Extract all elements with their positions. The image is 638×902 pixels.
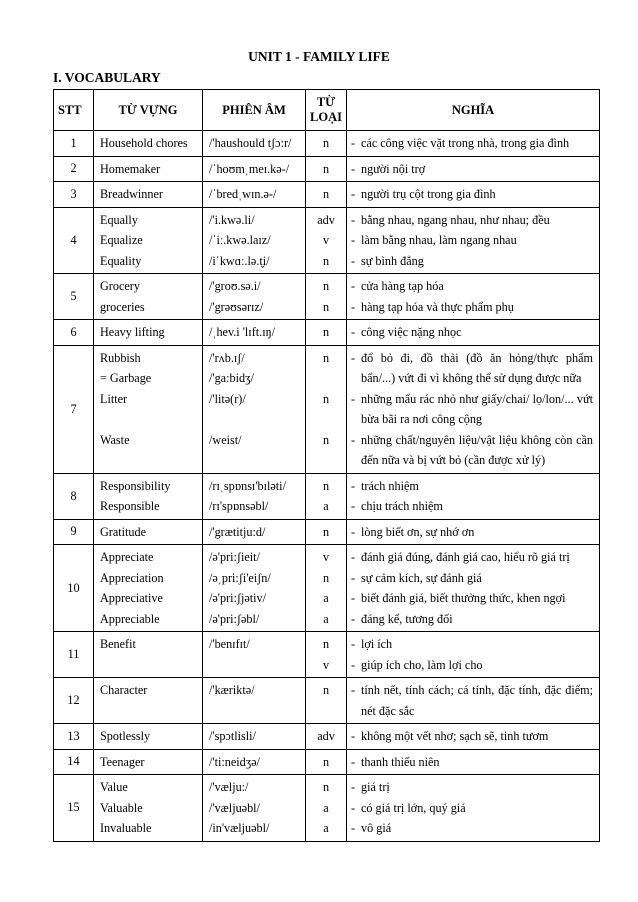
meaning: - đánh giá đúng, đánh giá cao, hiểu rõ giá trị	[347, 547, 599, 568]
pronunciation: /'benɪfɪt/	[209, 637, 250, 651]
vocab-word: Appreciation	[100, 570, 164, 585]
row-number: 1	[54, 131, 94, 157]
pronunciation: /'spɔtlisli/	[209, 729, 256, 743]
word-type: n	[322, 391, 330, 406]
vocab-word: Teenager	[100, 754, 145, 769]
word-type: v	[322, 233, 330, 247]
meaning: - bằng nhau, ngang nhau, như nhau; đều	[347, 210, 599, 231]
header-pos-line2: LOẠI	[310, 110, 342, 124]
vocab-word: Waste	[100, 432, 130, 447]
pronunciation: /ˈiː.kwə.laɪz/	[209, 233, 271, 247]
table-row	[54, 320, 600, 346]
table-row	[54, 207, 600, 274]
meaning: - giá trị	[347, 777, 599, 798]
vocab-word: Rubbish	[100, 350, 141, 365]
table-row	[54, 775, 600, 842]
row-number: 5	[54, 274, 94, 320]
header-word: TỪ VỰNG	[94, 90, 203, 131]
table-row	[54, 473, 600, 519]
word-type: n	[322, 570, 330, 585]
vocab-word: Grocery	[100, 279, 140, 293]
vocab-word: Value	[100, 780, 128, 794]
word-type: n	[322, 637, 330, 651]
word-type: a	[323, 821, 329, 835]
pronunciation: /ə'pri:ʃjətiv/	[209, 591, 267, 605]
word-type: adv	[317, 729, 335, 743]
pronunciation: /'kæriktə/	[209, 683, 255, 697]
meaning: - sự bình đẳng	[347, 251, 599, 272]
word-type: n	[322, 478, 330, 493]
meaning: - người trụ cột trong gia đình	[347, 184, 599, 205]
word-type: n	[322, 350, 330, 365]
word-type: v	[322, 657, 330, 672]
table-row	[54, 345, 600, 473]
row-number: 15	[54, 775, 94, 842]
word-type: n	[322, 325, 330, 339]
meaning: - đổ bỏ đi, đồ thải (đồ ăn hỏng/thực phẩm bẩn/...) vứt đi vì không thể sử dụng được nữa	[347, 348, 599, 389]
word-type: n	[322, 754, 330, 769]
pronunciation: /ə'pri:ʃəbl/	[209, 611, 260, 626]
vocab-word: Litter	[100, 391, 128, 406]
pronunciation: /'grəʊsərɪz/	[209, 299, 264, 314]
word-type: n	[322, 683, 330, 697]
meaning: - đáng kể, tương đối	[347, 609, 599, 630]
row-number: 13	[54, 724, 94, 750]
table-row	[54, 131, 600, 157]
pronunciation: /əˌpri:ʃi'eiʃn/	[209, 570, 271, 585]
vocab-word: Benefit	[100, 637, 136, 651]
word-type: v	[322, 550, 330, 564]
header-meaning: NGHĨA	[347, 90, 600, 131]
row-number: 10	[54, 545, 94, 632]
pronunciation: /'i.kwə.li/	[209, 212, 255, 227]
row-number: 8	[54, 473, 94, 519]
meaning: - những mẩu rác nhỏ như giấy/chai/ lọ/lon/... vứt bừa bãi ra nơi công cộng	[347, 389, 599, 430]
meaning: - cửa hàng tạp hóa	[347, 276, 599, 297]
vocab-word: Appreciate	[100, 550, 154, 564]
vocab-word: Heavy lifting	[100, 325, 165, 339]
meaning: - những chất/nguyên liệu/vật liệu không còn cần đến nữa và bị vứt bỏ (cần được xử lý)	[347, 430, 599, 471]
table-row	[54, 678, 600, 724]
meaning: - tính nết, tính cách; cá tính, đặc tính, đặc điểm; nét đặc sắc	[347, 680, 599, 721]
pronunciation: /'ga:bidʒ/	[209, 371, 254, 385]
pronunciation: /'væljuəbl/	[209, 800, 260, 815]
word-type: a	[323, 800, 329, 815]
meaning: - thanh thiếu niên	[347, 752, 599, 773]
pronunciation: /iˈkwɑː.lə.t̬i/	[209, 253, 270, 268]
word-type: a	[323, 611, 329, 626]
pronunciation: /in'væljuəbl/	[209, 821, 270, 835]
row-number: 7	[54, 345, 94, 473]
meaning: - vô giá	[347, 818, 599, 839]
pronunciation: /ˈhoʊmˌmeɪ.kə-/	[209, 161, 290, 176]
vocab-word: Responsibility	[100, 478, 171, 493]
row-number: 14	[54, 749, 94, 775]
word-type: n	[322, 299, 330, 314]
meaning: - chịu trách nhiệm	[347, 496, 599, 517]
pronunciation: /ˈbredˌwɪn.ə-/	[209, 187, 277, 201]
pronunciation: /'haushould tʃɔ:r/	[209, 136, 292, 150]
meaning: - công việc nặng nhọc	[347, 322, 599, 343]
pronunciation: /rɪ'spɒnsəbl/	[209, 499, 269, 513]
vocab-word: Appreciable	[100, 611, 160, 626]
vocab-word: Responsible	[100, 499, 160, 513]
vocab-word: Valuable	[100, 800, 143, 815]
row-number: 12	[54, 678, 94, 724]
vocab-word: Equalize	[100, 233, 143, 247]
vocab-word: Household chores	[100, 136, 188, 150]
section-heading: I. VOCABULARY	[53, 70, 161, 85]
word-type: n	[322, 136, 330, 150]
table-row	[54, 545, 600, 632]
pronunciation: /'ti:neidʒə/	[209, 754, 260, 769]
header-row	[54, 90, 600, 131]
row-number: 3	[54, 182, 94, 208]
vocab-word: Gratitude	[100, 524, 147, 539]
vocab-word: Homemaker	[100, 161, 161, 176]
meaning: - trách nhiệm	[347, 476, 599, 497]
pronunciation: /ə'pri:ʃieit/	[209, 550, 260, 564]
word-type: n	[322, 524, 330, 539]
meaning: - sự cảm kích, sự đánh giá	[347, 568, 599, 589]
vocab-word: Equally	[100, 212, 138, 227]
pronunciation: /'groʊ.sə.i/	[209, 279, 261, 293]
table-row	[54, 749, 600, 775]
meaning: - các công việc vặt trong nhà, trong gia đình	[347, 133, 599, 154]
pronunciation: /ˌhev.i 'lɪft.ɪŋ/	[209, 325, 275, 339]
pronunciation: /weist/	[209, 432, 242, 447]
row-number: 6	[54, 320, 94, 346]
word-type: n	[322, 432, 330, 447]
row-number: 9	[54, 519, 94, 545]
meaning: - lợi ích	[347, 634, 599, 655]
row-number: 4	[54, 207, 94, 274]
pronunciation: /'vælju:/	[209, 780, 249, 794]
meaning: - làm bằng nhau, làm ngang nhau	[347, 230, 599, 251]
header-pos	[306, 90, 347, 131]
table-row	[54, 519, 600, 545]
meaning: - không một vết nhơ; sạch sẽ, tinh tươm	[347, 726, 599, 747]
table-row	[54, 632, 600, 678]
word-type: n	[322, 161, 330, 176]
word-type: a	[323, 499, 329, 513]
vocab-word: = Garbage	[100, 371, 152, 385]
vocab-word: Character	[100, 683, 148, 697]
meaning: - hàng tạp hóa và thực phẩm phụ	[347, 297, 599, 318]
header-stt: STT	[54, 90, 94, 131]
table-row	[54, 182, 600, 208]
table-row	[54, 274, 600, 320]
vocab-word: groceries	[100, 299, 145, 314]
word-type: adv	[317, 212, 335, 227]
vocab-word: Equality	[100, 253, 142, 268]
header-pron: PHIÊN ÂM	[203, 90, 306, 131]
pronunciation: /'grætitju:d/	[209, 524, 266, 539]
row-number: 11	[54, 632, 94, 678]
header-pos-line1: TỪ	[316, 95, 336, 109]
vocab-word: Breadwinner	[100, 187, 163, 201]
meaning: - có giá trị lớn, quý giá	[347, 798, 599, 819]
word-type: n	[322, 253, 330, 268]
meaning: - giúp ích cho, làm lợi cho	[347, 655, 599, 676]
vocab-word: Spotlessly	[100, 729, 151, 743]
word-type: n	[322, 279, 330, 293]
word-type: n	[322, 780, 330, 794]
table-row	[54, 156, 600, 182]
vocab-word: Invaluable	[100, 821, 152, 835]
page-title: UNIT 1 - FAMILY LIFE	[248, 49, 390, 64]
meaning: - người nội trợ	[347, 159, 599, 180]
pronunciation: /rɪˌspɒnsɪ'bɪləti/	[209, 478, 286, 493]
vocabulary-table	[53, 89, 600, 842]
table-row	[54, 724, 600, 750]
meaning: - lòng biết ơn, sự nhớ ơn	[347, 522, 599, 543]
pronunciation: /'litə(r)/	[209, 391, 246, 406]
word-type: n	[322, 187, 330, 201]
vocab-word: Appreciative	[100, 591, 163, 605]
pronunciation: /'rʌb.ɪʃ/	[209, 350, 245, 365]
meaning: - biết đánh giá, biết thưởng thức, khen ngợi	[347, 588, 599, 609]
word-type: a	[323, 591, 329, 605]
row-number: 2	[54, 156, 94, 182]
